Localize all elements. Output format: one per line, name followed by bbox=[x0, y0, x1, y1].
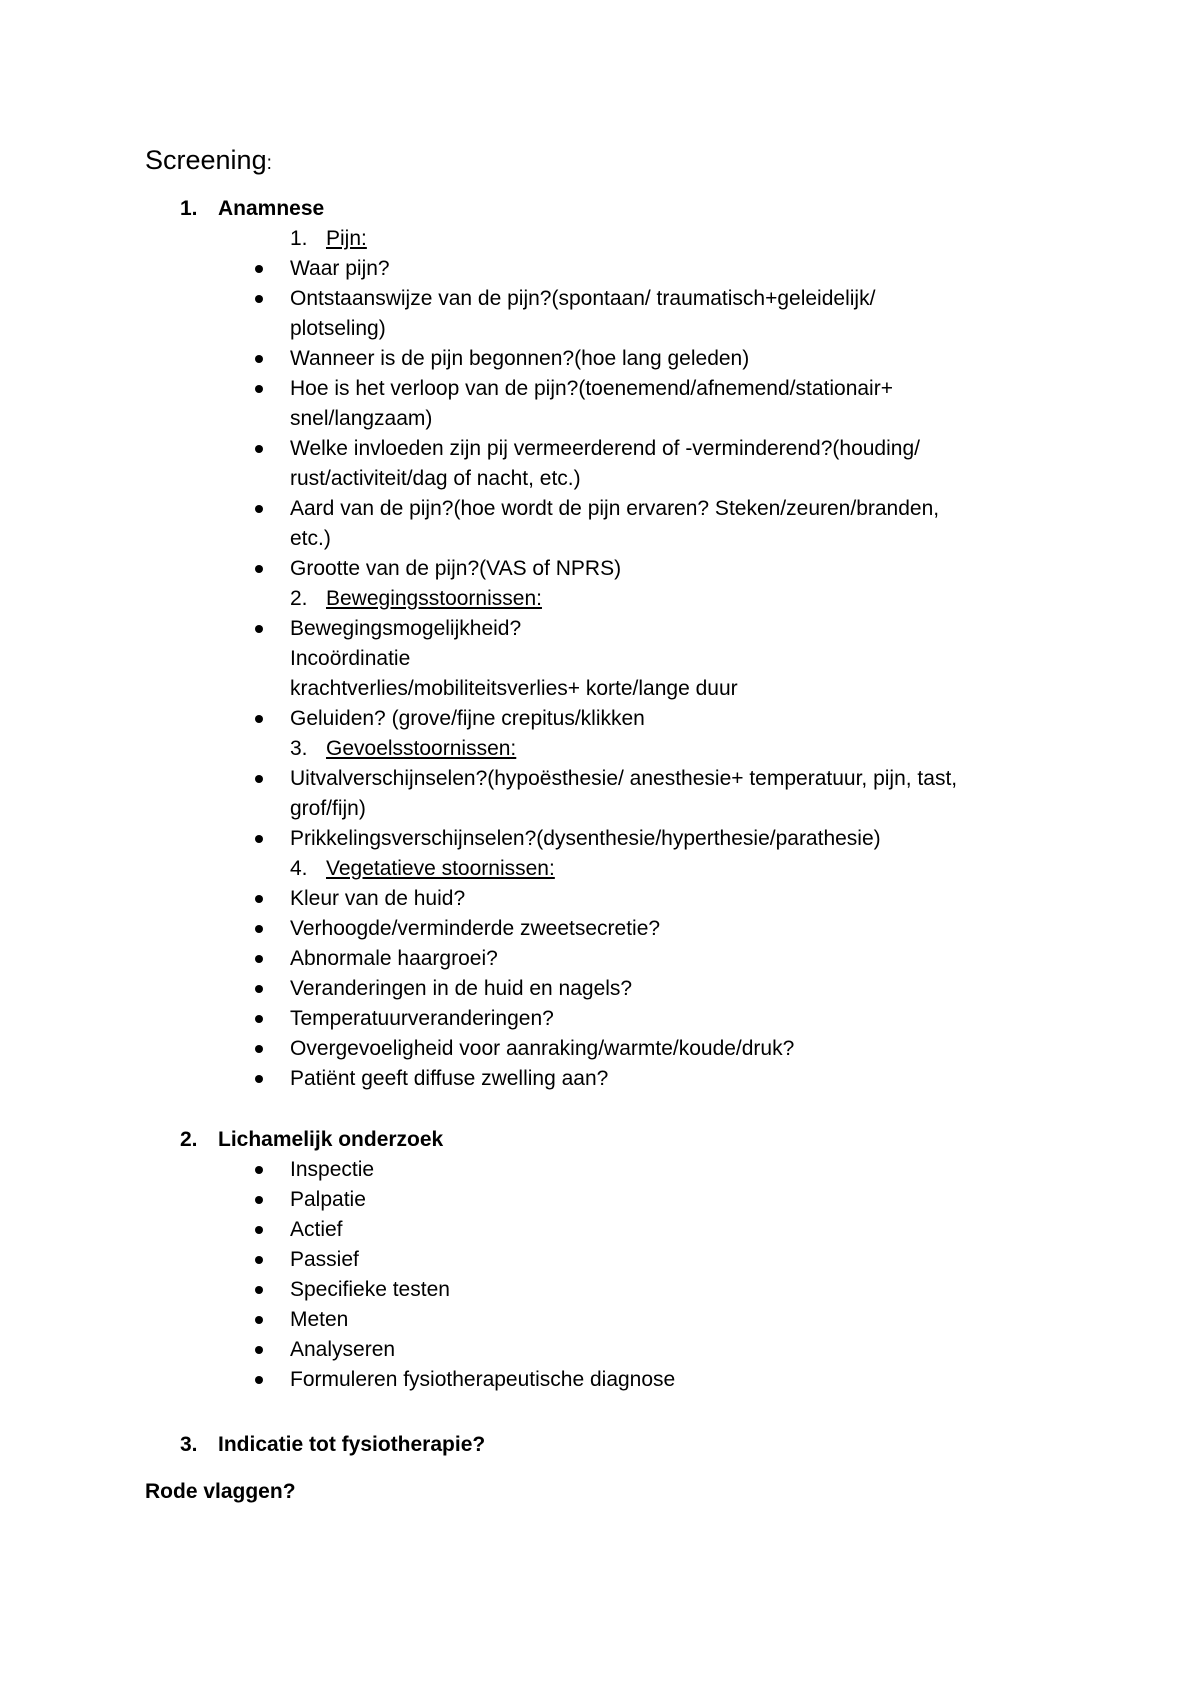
section-title: Indicatie tot fysiotherapie? bbox=[218, 1433, 486, 1456]
section-number: 2. bbox=[180, 1128, 198, 1151]
list-item-continuation: grof/fijn) bbox=[290, 797, 366, 820]
list-item-continuation: snel/langzaam) bbox=[290, 407, 433, 430]
list-item: Veranderingen in de huid en nagels? bbox=[290, 974, 632, 1004]
subsection-title: Vegetatieve stoornissen: bbox=[326, 857, 555, 880]
subsection-number: 4. bbox=[290, 857, 308, 880]
list-item: Verhoogde/verminderde zweetsecretie? bbox=[290, 914, 660, 944]
list-item: Overgevoeligheid voor aanraking/warmte/koude/druk? bbox=[290, 1034, 794, 1064]
subsection-title: Bewegingsstoornissen: bbox=[326, 587, 542, 610]
list-item: Grootte van de pijn?(VAS of NPRS) bbox=[290, 554, 621, 584]
section-title: Anamnese bbox=[218, 197, 325, 220]
title-text: Screening bbox=[145, 145, 267, 175]
subsection-number: 1. bbox=[290, 227, 308, 250]
red-flags-heading: Rode vlaggen? bbox=[145, 1480, 296, 1503]
list-item: Prikkelingsverschijnselen?(dysenthesie/hyperthesie/parathesie) bbox=[290, 824, 881, 854]
section-heading-indicatie bbox=[180, 1430, 485, 1460]
title-colon: : bbox=[266, 153, 272, 174]
list-item: Ontstaanswijze van de pijn?(spontaan/ traumatisch+geleidelijk/ bbox=[290, 284, 875, 314]
list-item: Meten bbox=[290, 1305, 348, 1335]
list-item-continuation: krachtverlies/mobiliteitsverlies+ korte/lange duur bbox=[290, 677, 738, 700]
list-item: Aard van de pijn?(hoe wordt de pijn ervaren? Steken/zeuren/branden, bbox=[290, 494, 939, 524]
list-item: Uitvalverschijnselen?(hypoësthesie/ anesthesie+ temperatuur, pijn, tast, bbox=[290, 764, 957, 794]
subsection-heading-gevoelsstoornissen bbox=[290, 734, 516, 764]
list-item: Palpatie bbox=[290, 1185, 366, 1215]
list-item: Specifieke testen bbox=[290, 1275, 450, 1305]
list-item: Hoe is het verloop van de pijn?(toenemend/afnemend/stationair+ bbox=[290, 374, 893, 404]
subsection-heading-bewegingsstoornissen bbox=[290, 584, 542, 614]
section-number: 3. bbox=[180, 1433, 198, 1456]
list-item: Patiënt geeft diffuse zwelling aan? bbox=[290, 1064, 608, 1094]
section-heading-anamnese bbox=[180, 194, 324, 224]
list-item: Passief bbox=[290, 1245, 359, 1275]
list-item: Analyseren bbox=[290, 1335, 395, 1365]
list-item: Abnormale haargroei? bbox=[290, 944, 498, 974]
list-item-continuation: etc.) bbox=[290, 527, 331, 550]
list-item: Inspectie bbox=[290, 1155, 374, 1185]
subsection-number: 3. bbox=[290, 737, 308, 760]
subsection-title: Pijn: bbox=[326, 227, 367, 250]
list-item-continuation: rust/activiteit/dag of nacht, etc.) bbox=[290, 467, 581, 490]
list-item: Formuleren fysiotherapeutische diagnose bbox=[290, 1365, 675, 1395]
section-number: 1. bbox=[180, 197, 198, 220]
list-item: Actief bbox=[290, 1215, 343, 1245]
list-item: Waar pijn? bbox=[290, 254, 390, 284]
subsection-number: 2. bbox=[290, 587, 308, 610]
list-item-continuation: Incoördinatie bbox=[290, 647, 411, 670]
list-item: Welke invloeden zijn pij vermeerderend of -verminderend?(houding/ bbox=[290, 434, 920, 464]
section-title: Lichamelijk onderzoek bbox=[218, 1128, 444, 1151]
subsection-heading-pijn bbox=[290, 224, 367, 254]
page-title bbox=[145, 141, 272, 183]
list-item: Wanneer is de pijn begonnen?(hoe lang geleden) bbox=[290, 344, 749, 374]
list-item: Geluiden? (grove/fijne crepitus/klikken bbox=[290, 704, 645, 734]
list-item: Temperatuurveranderingen? bbox=[290, 1004, 554, 1034]
list-item: Kleur van de huid? bbox=[290, 884, 465, 914]
section-heading-lichamelijk-onderzoek bbox=[180, 1125, 443, 1155]
list-item: Bewegingsmogelijkheid? bbox=[290, 614, 521, 644]
list-item-continuation: plotseling) bbox=[290, 317, 386, 340]
subsection-heading-vegetatieve-stoornissen bbox=[290, 854, 555, 884]
subsection-title: Gevoelsstoornissen: bbox=[326, 737, 517, 760]
